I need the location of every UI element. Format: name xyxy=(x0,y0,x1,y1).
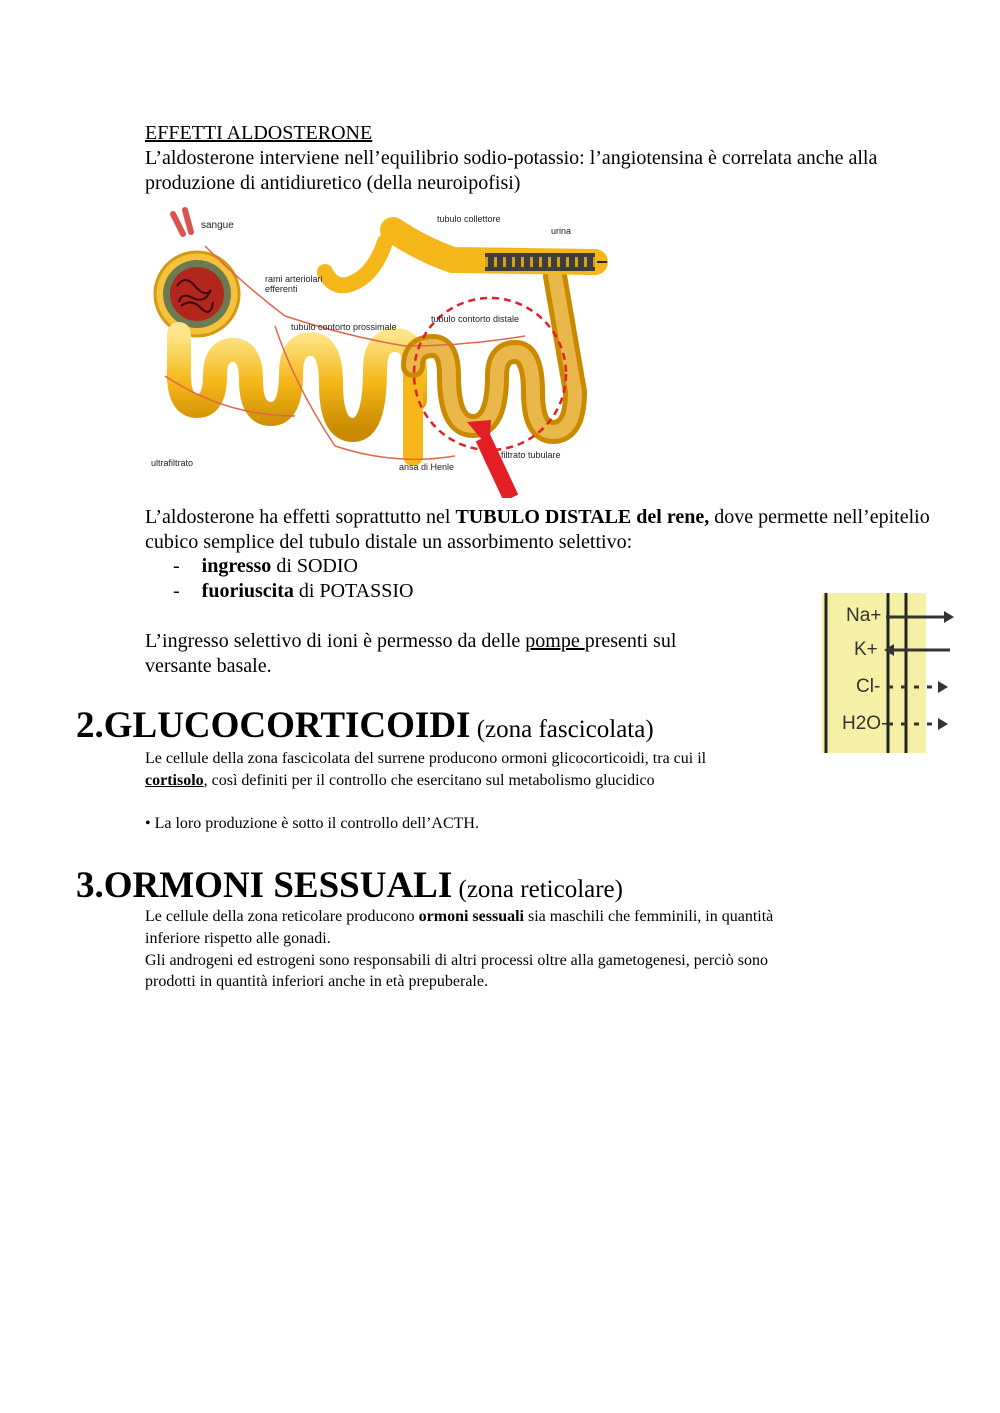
label-sangue: sangue xyxy=(201,220,234,231)
intro-line-1: L’aldosterone interviene nell’equilibrio sodio-potassio: l’angiotensina è correlata anche alla xyxy=(145,147,878,169)
intro-line-2: produzione di antidiuretico (della neuroipofisi) xyxy=(145,172,521,194)
label-prossimale: tubulo contorto prossimale xyxy=(291,322,397,332)
list-item: - ingresso di SODIO xyxy=(173,555,358,577)
label-ansa: ansa di Henle xyxy=(399,462,455,472)
ion-cl-label: Cl- xyxy=(856,676,881,697)
sessuali-line-1: Le cellule della zona reticolare producono ormoni sessuali sia maschili che femminili, in quantità xyxy=(145,908,774,925)
section-title: EFFETTI ALDOSTERONE xyxy=(145,122,373,144)
ion-na-label: Na+ xyxy=(846,605,882,626)
sessuali-line-2: inferiore rispetto alle gonadi. xyxy=(145,930,331,947)
label-ultrafiltrato: ultrafiltrato xyxy=(151,458,194,468)
nephron-figure xyxy=(145,206,613,498)
label-urina: urina xyxy=(551,226,572,236)
list-item: - fuoriuscita di POTASSIO xyxy=(173,580,414,602)
gluco-line-1: Le cellule della zona fascicolata del surrene producono ormoni glicocorticoidi, tra cui il xyxy=(145,750,707,767)
sessuali-line-4: prodotti in quantità inferiori anche in età prepuberale. xyxy=(145,973,488,990)
pompe-paragraph-line-2: versante basale. xyxy=(145,655,272,677)
heading-ormoni-sessuali: 3.ORMONI SESSUALI (zona reticolare) xyxy=(76,865,623,906)
ion-h2o-label: H2O- xyxy=(842,713,888,734)
label-tubulo-collettore: tubulo collettore xyxy=(437,214,501,224)
ion-k-label: K+ xyxy=(854,639,878,660)
tubulo-distale-emphasis: TUBULO DISTALE del rene, xyxy=(455,506,710,528)
label-filtrato: filtrato tubulare xyxy=(501,450,561,460)
cortisolo-term: cortisolo xyxy=(145,772,204,789)
aldosterone-paragraph-line-1: L’aldosterone ha effetti soprattutto nel TUBULO DISTALE del rene, dove permette nell’epitelio xyxy=(145,506,930,528)
gluco-line-2: cortisolo, così definiti per il controllo che esercitano sul metabolismo glucidico xyxy=(145,772,655,789)
gluco-bullet: • La loro produzione è sotto il controllo dell’ACTH. xyxy=(145,815,479,832)
sessuali-line-3: Gli androgeni ed estrogeni sono responsabili di altri processi oltre alla gametogenesi, perciò sono xyxy=(145,952,768,969)
ion-transport-figure xyxy=(822,593,956,753)
aldosterone-paragraph-line-2: cubico semplice del tubulo distale un assorbimento selettivo: xyxy=(145,531,633,553)
label-rami-2: efferenti xyxy=(265,284,298,294)
label-distale: tubulo contorto distale xyxy=(431,314,520,324)
pompe-paragraph-line-1: L’ingresso selettivo di ioni è permesso da delle pompe presenti sul xyxy=(145,630,677,652)
heading-glucocorticoidi: 2.GLUCOCORTICOIDI (zona fascicolata) xyxy=(76,705,654,746)
label-rami-1: rami arteriolari xyxy=(265,274,323,284)
